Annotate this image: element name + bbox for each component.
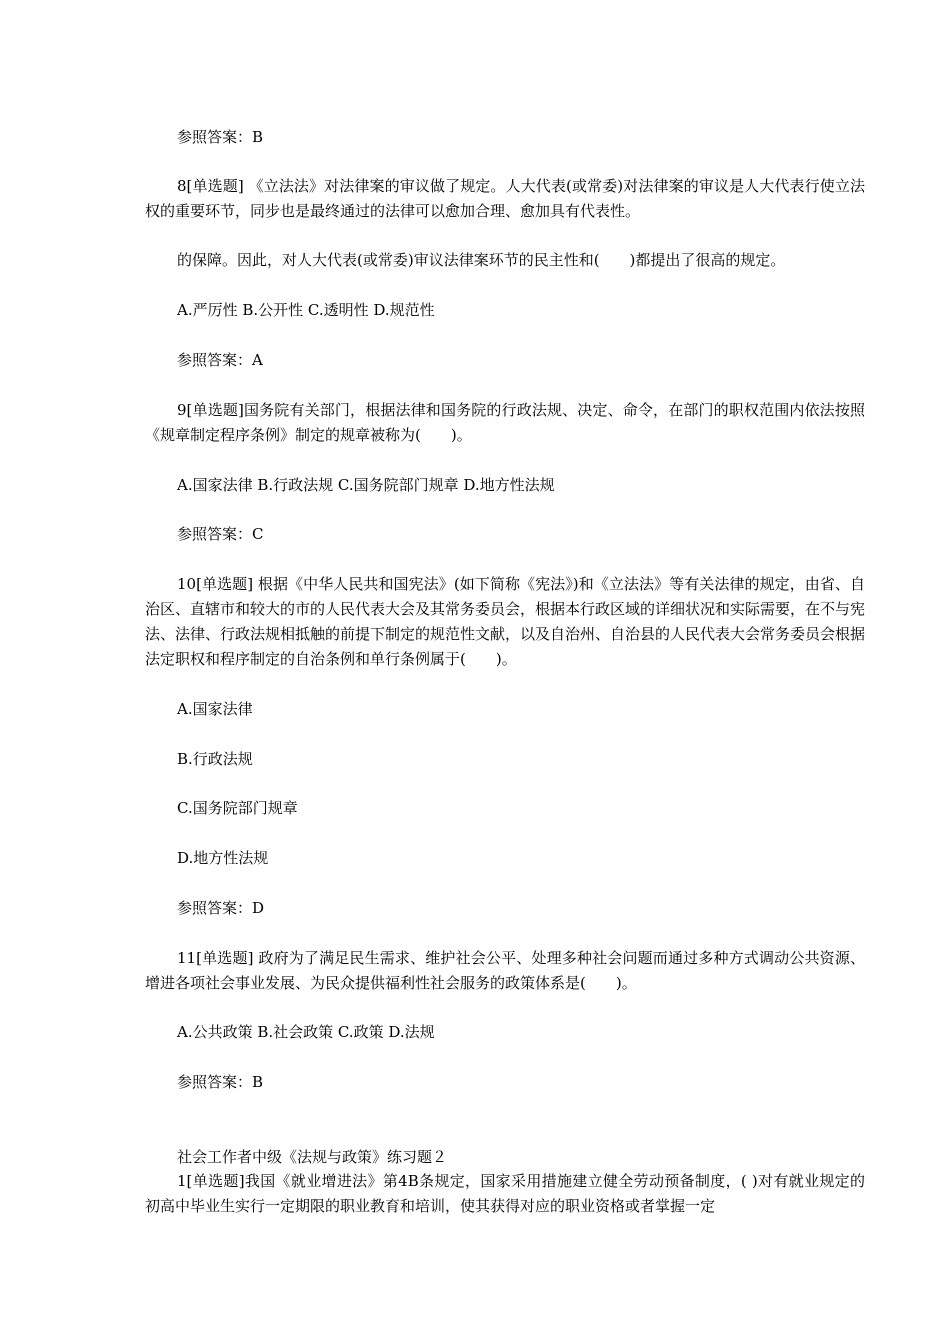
q11-answer: 参照答案：B [177, 1073, 264, 1091]
q8-stem-continuation: 的保障。因此，对人大代表(或常委)审议法律案环节的民主性和( )都提出了很高的规定。 [177, 251, 786, 269]
section-2-title: 社会工作者中级《法规与政策》练习题２ [177, 1148, 448, 1166]
q9-options: A.国家法律 B.行政法规 C.国务院部门规章 D.地方性法规 [177, 476, 555, 494]
section-2-q1-stem: 1[单选题]我国《就业增进法》第4B条规定，国家采用措施建立健全劳动预备制度，( )对有就业规定的初高中毕业生实行一定期限的职业教育和培训，使其获得对应的职业资格或者掌握一定 [145, 1172, 865, 1215]
q11-stem: 11[单选题] 政府为了满足民生需求、维护社会公平、处理多种社会问题而通过多种方式调动公共资源、增进各项社会事业发展、为民众提供福利性社会服务的政策体系是( )。 [145, 949, 865, 992]
q9-stem: 9[单选题]国务院有关部门，根据法律和国务院的行政法规、决定、命令，在部门的职权范围内依法按照《规章制定程序条例》制定的规章被称为( )。 [145, 401, 865, 444]
q10-answer: 参照答案：D [177, 899, 265, 917]
q8-answer: 参照答案：A [177, 351, 263, 369]
q10-option-c: C.国务院部门规章 [177, 799, 298, 817]
q7-answer: 参照答案：B [177, 128, 264, 146]
q10-option-b: B.行政法规 [177, 750, 253, 768]
q8-stem: 8[单选题] 《立法法》对法律案的审议做了规定。人大代表(或常委)对法律案的审议是人大代表行使立法权的重要环节，同步也是最终通过的法律可以愈加合理、愈加具有代表性。 [145, 177, 865, 220]
q8-options: A.严厉性 B.公开性 C.透明性 D.规范性 [177, 301, 435, 319]
q11-options: A.公共政策 B.社会政策 C.政策 D.法规 [177, 1023, 435, 1041]
q10-stem: 10[单选题] 根据《中华人民共和国宪法》(如下简称《宪法》)和《立法法》等有关法律的规定，由省、自治区、直辖市和较大的市的人民代表大会及其常务委员会，根据本行政区域的详细状况和实际需要，在不与宪法、法律、行政法规相抵触的前提下制定的规范性文献，以及自治州、自治县的人民代表大会常务委员会根据法定职权和程序制定的自治条例和单行条例属于( )。 [145, 575, 866, 668]
q9-answer: 参照答案：C [177, 525, 264, 543]
q10-option-d: D.地方性法规 [177, 849, 269, 867]
q10-option-a: A.国家法律 [177, 700, 253, 718]
